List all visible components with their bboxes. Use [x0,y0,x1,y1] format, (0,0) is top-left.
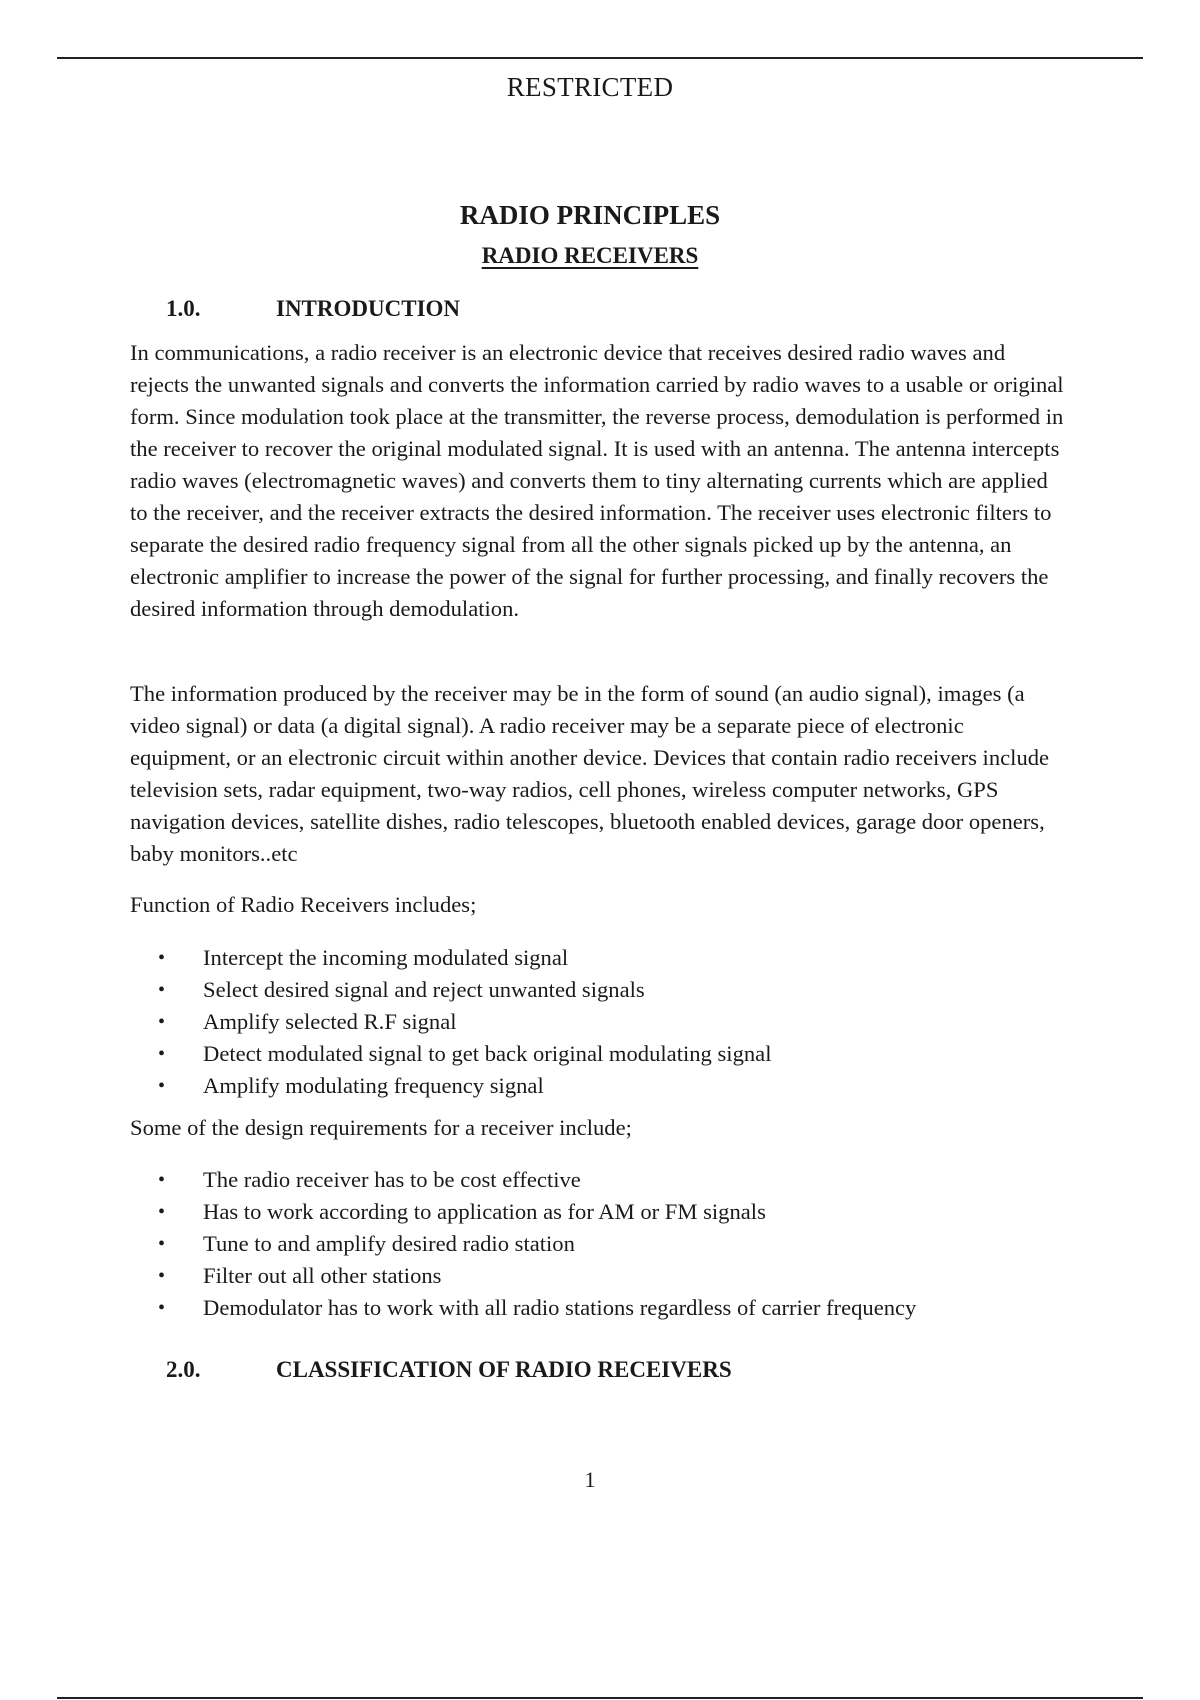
paragraph-information: The information produced by the receiver may be in the form of sound (an audio signal), images (a video signal) or data (a digital signal). A radio receiver may be a separate piece of electronic equipment, or an electronic circuit within another device. Devices that contain radio receivers include television sets, radar equipment, two-way radios, cell phones, wireless computer networks, GPS navigation devices, satellite dishes, radio telescopes, bluetooth enabled devices, garage door openers, baby monitors..etc [130,681,1050,866]
bullet-icon: • [158,1011,166,1033]
section-number: 2.0. [166,1357,201,1382]
list-item: • Has to work according to application as for AM or FM signals [130,1196,1065,1228]
bullet-icon: • [158,979,166,1001]
section-number: 1.0. [166,296,201,321]
section-heading-classification [166,1357,732,1383]
list-item: • The radio receiver has to be cost effective [130,1164,1065,1196]
bullet-icon: • [158,1297,166,1319]
section-title: INTRODUCTION [276,296,461,321]
bullet-icon: • [158,947,166,969]
list-item: • Amplify modulating frequency signal [130,1070,1065,1102]
bullet-icon: • [158,1265,166,1287]
bullet-icon: • [158,1201,166,1223]
page-number: 1 [584,1467,596,1492]
paragraph-requirements-lead: Some of the design requirements for a receiver include; [130,1115,632,1140]
header-rule [57,57,1143,59]
list-item: • Intercept the incoming modulated signal [130,942,1065,974]
list-item: • Filter out all other stations [130,1260,1065,1292]
document-title: RADIO PRINCIPLES [459,200,721,230]
bullet-icon: • [158,1043,166,1065]
paragraph-intro: In communications, a radio receiver is an electronic device that receives desired radio waves and rejects the unwanted signals and converts the information carried by radio waves to a usable or original form. Since modulation took place at the transmitter, the reverse process, demodulation is performed in the receiver to recover the original modulated signal. It is used with an antenna. The antenna intercepts radio waves (electromagnetic waves) and converts them to tiny alternating currents which are applied to the receiver, and the receiver extracts the desired information. The receiver uses electronic filters to separate the desired radio frequency signal from all the other signals picked up by the antenna, an electronic amplifier to increase the power of the signal for further processing, and finally recovers the desired information through demodulation. [130,340,1064,621]
list-item: • Demodulator has to work with all radio stations regardless of carrier frequency [130,1292,1065,1324]
section-title: CLASSIFICATION OF RADIO RECEIVERS [276,1357,732,1382]
bullet-icon: • [158,1075,166,1097]
list-item: • Amplify selected R.F signal [130,1006,1065,1038]
list-item: • Select desired signal and reject unwanted signals [130,974,1065,1006]
bullet-icon: • [158,1233,166,1255]
bullet-icon: • [158,1169,166,1191]
list-item: • Tune to and amplify desired radio station [130,1228,1065,1260]
section-heading-introduction [166,296,460,322]
classification-marking: RESTRICTED [506,72,674,102]
functions-list [130,942,1065,1102]
paragraph-functions-lead: Function of Radio Receivers includes; [130,892,477,917]
document-subtitle: RADIO RECEIVERS [481,243,699,268]
requirements-list [130,1164,1065,1324]
list-item: • Detect modulated signal to get back original modulating signal [130,1038,1065,1070]
footer-rule [57,1697,1143,1699]
